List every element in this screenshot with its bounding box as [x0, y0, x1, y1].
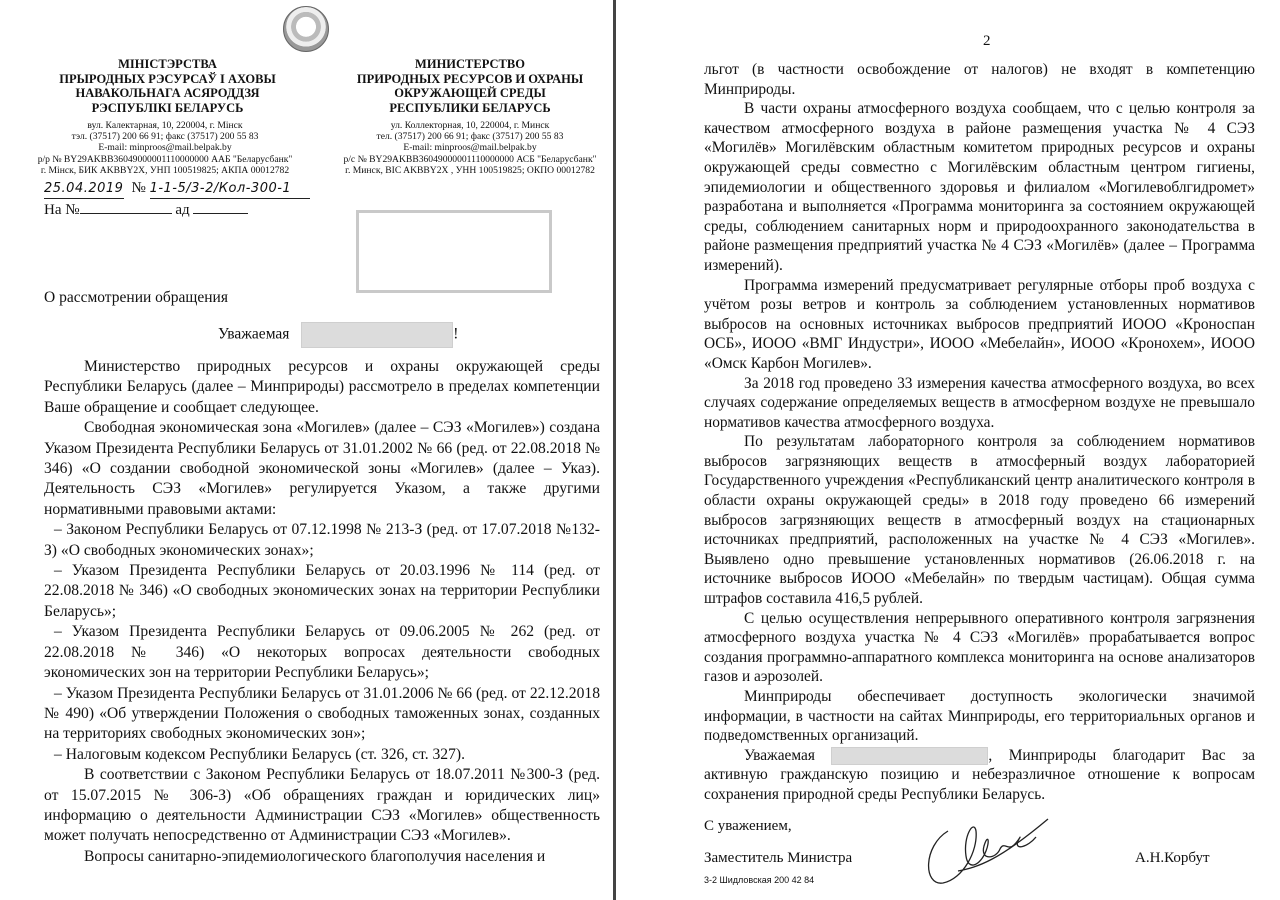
letter-subject: О рассмотрении обращения — [44, 289, 228, 306]
address-line: г. Мінск, БИК AKBBY2X, УНП 100519825; АКПА 00012782 — [40, 164, 290, 176]
closing-salutation: Уважаемая — [744, 746, 815, 764]
registration-number: 1-1-5/3-2/Кол-300-1 — [150, 180, 310, 199]
closing-text: , Минприроды благодарит Вас за активную гражданскую позицию и небезразличное отношение к вопросам сохранения природной среды Республики Беларусь. — [704, 746, 1255, 803]
paragraph: За 2018 год проведено 33 измерения качества атмосферного воздуха, во всех случаях содержание определяемых веществ в атмосферном воздухе не превышало нормативов качества атмосферного воздуха. — [704, 374, 1255, 431]
paragraph: Свободная экономическая зона «Могилев» (далее – СЭЗ «Могилев») создана Указом Президента Республики Беларусь от 31.01.2002 № 66 (ред. от 22.08.2018 № 346) «О создании свободной экономической зоны «Могилев» (далее – Указ). Деятельность СЭЗ «Могилев» регулируется Указом, а также другими нормативными правовыми актами: — [44, 419, 600, 518]
executor-info: 3-2 Шидловская 200 42 84 — [704, 874, 815, 885]
ministry-header-belarusian — [40, 57, 295, 115]
registration-date: 25.04.2019 — [44, 180, 124, 199]
header-line: РЭСПУБЛІКІ БЕЛАРУСЬ — [91, 100, 244, 115]
paragraph: льгот (в частности освобождение от налогов) не входят в компетенцию Минприроды. — [704, 61, 1255, 98]
reference-date-blank — [193, 200, 248, 214]
signer-name: А.Н.Корбут — [1135, 849, 1210, 866]
reference-line — [44, 200, 248, 219]
header-line: МІНІСТЭРСТВА — [118, 57, 217, 71]
page-number: 2 — [983, 33, 991, 49]
letter-body-page-1 — [44, 357, 600, 867]
address-line: тел. (37517) 200 66 91; факс (37517) 200 55 83 — [376, 131, 564, 143]
letter-body-page-2 — [704, 60, 1255, 805]
page-2-column — [704, 60, 1255, 893]
paragraph: По результатам лабораторного контроля за соблюдением нормативов выбросов загрязняющих веществ в атмосферный воздух лабораторией Государственного учреждения «Республиканский центр аналитического контроля в области охраны окружающей среды» в 2018 году проведено 66 измерений выбросов загрязняющих веществ в атмосферный воздух на стационарных источниках предприятий, расположенных на участке № 4 СЭЗ «Могилев». Выявлено одно превышение установленных нормативов (26.06.2018 г. на источнике выбросов ИООО «Мебелайн» по твердым частицам). Общая сумма штрафов составила 416,5 рублей. — [704, 433, 1255, 608]
list-item: – Налоговым кодексом Республики Беларусь (ст. 326, ст. 327). — [54, 745, 465, 763]
closing-paragraph — [704, 746, 1255, 805]
paragraph: Программа измерений предусматривает регулярные отборы проб воздуха с учётом розы ветров и контроль за соблюдением установленных нормативов выбросов на основных источниках выбросов предприятий ИООО «Кроноспан ОСБ», ИООО «ВМГ Индустри», ИООО «Мебелайн», ИООО «Кронохем», ИООО «Омск Карбон Могилев». — [704, 276, 1255, 372]
reference-number-label: На № — [44, 202, 80, 218]
signer-position: Заместитель Министра — [704, 849, 853, 866]
salutation-text: Уважаемая — [218, 325, 290, 343]
address-line: р/р № BY29AKBB36049000001110000000 ААБ "Беларусбанк" — [37, 153, 293, 165]
regards: С уважением, — [704, 817, 792, 834]
paragraph: В соответствии с Законом Республики Беларусь от 18.07.2011 №300-З (ред. от 15.07.2015 № 306-З) «Об обращениях граждан и юридических лиц» информацию о деятельности Администрации СЭЗ «Могилев» общественность может получать непосредственно от Администрации СЭЗ «Могилев». — [44, 766, 600, 845]
number-label: № — [131, 180, 146, 196]
header-line: РЕСПУБЛИКИ БЕЛАРУСЬ — [389, 100, 551, 115]
header-line: ПРИРОДНЫХ РЕСУРСОВ И ОХРАНЫ — [356, 71, 584, 86]
list-item: – Указом Президента Республики Беларусь от 09.06.2005 № 262 (ред. от 22.08.2018 № 346) «О некоторых вопросах деятельности свободных экономических зон на территории Республики Беларусь»; — [44, 623, 600, 682]
list-item: – Законом Республики Беларусь от 07.12.1998 № 213-З (ред. от 17.07.2018 №132-З) «О свободных экономических зонах»; — [44, 521, 600, 559]
header-line: ОКРУЖАЮЩЕЙ СРЕДЫ — [394, 86, 546, 100]
list-item: – Указом Президента Республики Беларусь от 31.01.2006 № 66 (ред. от 22.12.2018 № 490) «Об утверждении Положения о свободных таможенных зонах, созданных на территориях свободных экономических зон»; — [44, 684, 600, 743]
paragraph: В части охраны атмосферного воздуха сообщаем, что с целью контроля за качеством атмосферного воздуха в районе размещения участка № 4 СЭЗ «Могилёв» Могилёвским областным комитетом природных ресурсов и охраны окружающей среды совместно с Могилёвским областным центром гигиены, эпидемиологии и общественного здоровья и филиалом «Могилевоблгидромет» разработана и выполняется «Программа мониторинга за состоянием окружающей среды, соблюдением санитарных норм и природоохранного законодательства в районе размещения предприятий участка № 4 СЭЗ «Могилёв» (далее – Программа измерений). — [704, 100, 1255, 274]
redacted-addressee-block — [356, 210, 552, 293]
salutation — [218, 322, 458, 348]
paragraph: Вопросы санитарно-эпидемиологического благополучия населения и — [84, 847, 546, 865]
address-line: г. Минск, BIC AKBBY2X , УНН 100519825; ОКПО 00012782 — [345, 164, 595, 176]
address-line: E-mail: minproos@mail.belpak.by — [403, 142, 537, 154]
reference-date-label: ад — [175, 202, 190, 218]
salutation-end: ! — [453, 325, 459, 343]
page-divider — [613, 0, 616, 900]
address-line: тэл. (37517) 200 66 91; факс (37517) 200 55 83 — [71, 131, 259, 143]
header-line: МИНИСТЕРСТВО — [415, 57, 525, 71]
address-line: E-mail: minproos@mail.belpak.by — [98, 142, 232, 154]
reference-number-blank — [80, 200, 172, 214]
address-line: вул. Калектарная, 10, 220004, г. Мінск — [87, 120, 243, 131]
address-russian — [320, 120, 620, 176]
handwritten-signature — [918, 811, 1058, 891]
header-line: НАВАКОЛЬНАГА АСЯРОДДЗЯ — [75, 86, 260, 100]
paragraph: Министерство природных ресурсов и охраны окружающей среды Республики Беларусь (далее – Минприроды) рассмотрело в пределах компетенции Ваше обращение и сообщает следующее. — [44, 358, 600, 416]
signature-block — [704, 813, 1255, 893]
address-line: ул. Коллекторная, 10, 220004, г. Минск — [390, 120, 550, 131]
coat-of-arms-emblem — [283, 6, 329, 52]
address-line: р/с № BY29AKBB36049000001110000000 АСБ "Беларусбанк" — [343, 153, 597, 165]
list-item: – Указом Президента Республики Беларусь от 20.03.1996 № 114 (ред. от 22.08.2018 № 346) «О свободных экономических зонах на территории Республики Беларусь»; — [44, 562, 600, 620]
ministry-header-russian — [340, 57, 600, 115]
paragraph: С целью осуществления непрерывного оперативного контроля загрязнения атмосферного воздуха участка № 4 СЭЗ «Могилёв» прорабатывается вопрос создания программно-аппаратного комплекса мониторинга на основе анализаторов газов и аэрозолей. — [704, 609, 1255, 686]
header-line: ПРЫРОДНЫХ РЭСУРСАЎ І АХОВЫ — [59, 71, 276, 86]
paragraph: Минприроды обеспечивает доступность экологически значимой информации, в частности на сайтах Минприроды, его территориальных органов и подведомственных организаций. — [704, 688, 1255, 745]
address-belarusian — [10, 120, 320, 176]
letter-page-1 — [0, 0, 613, 900]
redacted-name — [831, 747, 988, 765]
redacted-name — [301, 322, 453, 348]
registration-line — [44, 179, 310, 199]
